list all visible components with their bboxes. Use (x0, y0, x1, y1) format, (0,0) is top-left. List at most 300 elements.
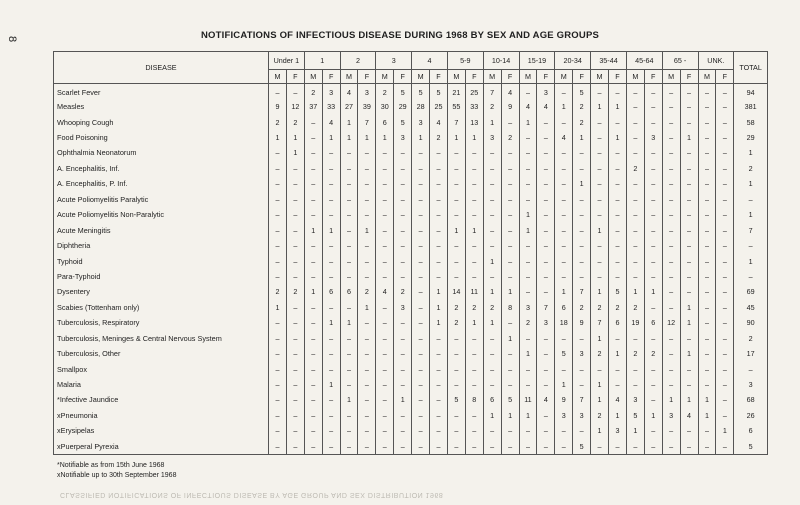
count-cell: – (680, 361, 698, 376)
count-cell: 8 (465, 392, 483, 407)
disease-name: Measles (54, 99, 269, 114)
table-row (54, 423, 768, 438)
count-cell: – (609, 439, 627, 454)
count-cell: – (501, 269, 519, 284)
count-cell: 1 (609, 99, 627, 114)
count-cell: – (537, 346, 555, 361)
total-cell: 2 (734, 331, 768, 346)
count-cell: – (644, 439, 662, 454)
count-cell: – (501, 253, 519, 268)
count-cell: – (340, 176, 358, 191)
count-cell: – (376, 346, 394, 361)
count-cell: – (573, 161, 591, 176)
count-cell: – (626, 192, 644, 207)
count-cell: 2 (483, 99, 501, 114)
count-cell: 1 (483, 284, 501, 299)
count-cell: – (698, 253, 716, 268)
count-cell: – (447, 176, 465, 191)
count-cell: 3 (573, 346, 591, 361)
count-cell: – (340, 377, 358, 392)
count-cell: – (519, 284, 537, 299)
count-cell: 2 (430, 130, 448, 145)
count-cell: – (269, 192, 287, 207)
count-cell: – (716, 346, 734, 361)
count-cell: – (716, 377, 734, 392)
total-cell: 45 (734, 300, 768, 315)
count-cell: – (394, 377, 412, 392)
count-cell: – (394, 331, 412, 346)
count-cell: – (716, 284, 734, 299)
sex-header: F (465, 70, 483, 84)
count-cell: – (269, 408, 287, 423)
count-cell: – (716, 99, 734, 114)
count-cell: – (519, 423, 537, 438)
count-cell: – (698, 161, 716, 176)
count-cell: – (465, 192, 483, 207)
count-cell: – (591, 207, 609, 222)
count-cell: – (465, 408, 483, 423)
count-cell: – (269, 423, 287, 438)
count-cell: 1 (680, 346, 698, 361)
count-cell: – (698, 222, 716, 237)
count-cell: – (447, 145, 465, 160)
count-cell: – (286, 377, 304, 392)
count-cell: – (269, 84, 287, 99)
count-cell: 2 (644, 346, 662, 361)
count-cell: – (447, 377, 465, 392)
age-group-header: 5-9 (447, 52, 483, 70)
count-cell: 5 (501, 392, 519, 407)
count-cell: – (322, 408, 340, 423)
total-cell: – (734, 192, 768, 207)
count-cell: 11 (465, 284, 483, 299)
count-cell: – (430, 269, 448, 284)
count-cell: – (716, 176, 734, 191)
table-row (54, 192, 768, 207)
count-cell: 2 (269, 284, 287, 299)
count-cell: – (269, 361, 287, 376)
count-cell: – (430, 377, 448, 392)
count-cell: – (644, 253, 662, 268)
count-cell: – (573, 145, 591, 160)
total-cell: 6 (734, 423, 768, 438)
count-cell: – (573, 222, 591, 237)
count-cell: – (286, 269, 304, 284)
count-cell: – (394, 222, 412, 237)
count-cell: – (340, 300, 358, 315)
count-cell: – (680, 439, 698, 454)
count-cell: 1 (591, 222, 609, 237)
count-cell: 1 (555, 377, 573, 392)
count-cell: – (555, 145, 573, 160)
count-cell: – (537, 408, 555, 423)
count-cell: – (644, 423, 662, 438)
count-cell: – (322, 192, 340, 207)
count-cell: – (609, 331, 627, 346)
count-cell: – (501, 145, 519, 160)
count-cell: – (286, 392, 304, 407)
count-cell: – (555, 161, 573, 176)
count-cell: – (412, 253, 430, 268)
count-cell: – (644, 238, 662, 253)
count-cell: 29 (394, 99, 412, 114)
count-cell: – (680, 331, 698, 346)
count-cell: – (698, 145, 716, 160)
count-cell: – (286, 331, 304, 346)
count-cell: 1 (465, 130, 483, 145)
disease-name: Food Poisoning (54, 130, 269, 145)
count-cell: – (269, 269, 287, 284)
count-cell: – (573, 253, 591, 268)
count-cell: – (519, 161, 537, 176)
count-cell: – (591, 145, 609, 160)
count-cell: – (483, 207, 501, 222)
count-cell: – (662, 130, 680, 145)
count-cell: – (483, 361, 501, 376)
count-cell: – (501, 439, 519, 454)
count-cell: – (304, 253, 322, 268)
count-cell: – (430, 361, 448, 376)
count-cell: – (358, 346, 376, 361)
count-cell: – (662, 377, 680, 392)
count-cell: 3 (519, 300, 537, 315)
count-cell: – (609, 238, 627, 253)
count-cell: – (501, 346, 519, 361)
count-cell: – (412, 176, 430, 191)
count-cell: – (340, 192, 358, 207)
count-cell: – (716, 361, 734, 376)
count-cell: 1 (609, 130, 627, 145)
count-cell: – (501, 207, 519, 222)
count-cell: – (644, 145, 662, 160)
table-row (54, 176, 768, 191)
count-cell: – (286, 207, 304, 222)
count-cell: – (430, 207, 448, 222)
count-cell: 12 (662, 315, 680, 330)
count-cell: – (626, 361, 644, 376)
age-group-header: 2 (340, 52, 376, 70)
count-cell: – (376, 377, 394, 392)
count-cell: – (662, 145, 680, 160)
count-cell: – (483, 269, 501, 284)
count-cell: – (555, 361, 573, 376)
count-cell: 4 (322, 114, 340, 129)
total-cell: – (734, 238, 768, 253)
count-cell: – (680, 161, 698, 176)
count-cell: – (322, 161, 340, 176)
count-cell: 2 (573, 114, 591, 129)
sex-header: F (644, 70, 662, 84)
count-cell: – (644, 84, 662, 99)
count-cell: – (447, 331, 465, 346)
count-cell: – (644, 361, 662, 376)
count-cell: – (322, 392, 340, 407)
count-cell: – (286, 346, 304, 361)
count-cell: 5 (430, 84, 448, 99)
count-cell: – (573, 207, 591, 222)
count-cell: – (716, 408, 734, 423)
count-cell: – (555, 114, 573, 129)
count-cell: 2 (626, 161, 644, 176)
count-cell: – (716, 192, 734, 207)
count-cell: – (698, 84, 716, 99)
count-cell: – (322, 300, 340, 315)
count-cell: – (698, 114, 716, 129)
count-cell: 7 (573, 392, 591, 407)
count-cell: 2 (376, 84, 394, 99)
count-cell: – (698, 439, 716, 454)
count-cell: – (537, 222, 555, 237)
table-row (54, 84, 768, 99)
count-cell: – (626, 84, 644, 99)
count-cell: – (501, 176, 519, 191)
count-cell: 4 (537, 99, 555, 114)
count-cell: – (447, 423, 465, 438)
count-cell: 21 (447, 84, 465, 99)
count-cell: 1 (519, 207, 537, 222)
count-cell: – (376, 331, 394, 346)
total-cell: 26 (734, 408, 768, 423)
count-cell: – (662, 114, 680, 129)
count-cell: – (447, 408, 465, 423)
count-cell: – (358, 176, 376, 191)
count-cell: 1 (269, 130, 287, 145)
count-cell: – (465, 331, 483, 346)
count-cell: – (483, 238, 501, 253)
count-cell: – (555, 207, 573, 222)
total-cell: 68 (734, 392, 768, 407)
table-row (54, 99, 768, 114)
count-cell: – (609, 361, 627, 376)
age-group-header: 3 (376, 52, 412, 70)
count-cell: 2 (573, 99, 591, 114)
count-cell: 1 (447, 130, 465, 145)
count-cell: 1 (501, 284, 519, 299)
count-cell: – (430, 408, 448, 423)
count-cell: 5 (626, 408, 644, 423)
count-cell: – (591, 176, 609, 191)
count-cell: – (662, 346, 680, 361)
page-title: NOTIFICATIONS OF INFECTIOUS DISEASE DURING 1968 BY SEX AND AGE GROUPS (200, 30, 600, 41)
count-cell: – (358, 439, 376, 454)
count-cell: – (537, 161, 555, 176)
count-cell: – (322, 207, 340, 222)
count-cell: 6 (322, 284, 340, 299)
count-cell: – (555, 423, 573, 438)
count-cell: – (501, 222, 519, 237)
count-cell: – (394, 315, 412, 330)
count-cell: – (716, 392, 734, 407)
count-cell: – (412, 423, 430, 438)
total-cell: 1 (734, 176, 768, 191)
count-cell: – (662, 331, 680, 346)
count-cell: – (501, 315, 519, 330)
count-cell: – (591, 361, 609, 376)
count-cell: – (716, 238, 734, 253)
count-cell: 3 (394, 130, 412, 145)
count-cell: – (591, 114, 609, 129)
count-cell: – (662, 238, 680, 253)
count-cell: – (555, 192, 573, 207)
count-cell: 1 (519, 114, 537, 129)
total-cell: 58 (734, 114, 768, 129)
count-cell: – (698, 423, 716, 438)
count-cell: – (555, 238, 573, 253)
count-cell: – (358, 423, 376, 438)
count-cell: – (483, 331, 501, 346)
count-cell: – (447, 269, 465, 284)
count-cell: 11 (519, 392, 537, 407)
sex-header: F (573, 70, 591, 84)
count-cell: 1 (591, 331, 609, 346)
count-cell: 2 (358, 284, 376, 299)
count-cell: – (537, 207, 555, 222)
count-cell: – (376, 238, 394, 253)
count-cell: – (519, 361, 537, 376)
table-row (54, 114, 768, 129)
sex-header: M (269, 70, 287, 84)
count-cell: – (340, 269, 358, 284)
count-cell: 1 (340, 315, 358, 330)
count-cell: – (662, 161, 680, 176)
sex-header: M (412, 70, 430, 84)
count-cell: 4 (501, 84, 519, 99)
count-cell: – (644, 207, 662, 222)
count-cell: – (376, 269, 394, 284)
count-cell: – (716, 315, 734, 330)
count-cell: – (716, 253, 734, 268)
count-cell: 1 (394, 392, 412, 407)
count-cell: 1 (555, 99, 573, 114)
count-cell: 6 (340, 284, 358, 299)
count-cell: – (483, 346, 501, 361)
count-cell: 1 (501, 331, 519, 346)
count-cell: 7 (358, 114, 376, 129)
count-cell: 2 (626, 300, 644, 315)
count-cell: – (483, 377, 501, 392)
count-cell: 18 (555, 315, 573, 330)
count-cell: 2 (304, 84, 322, 99)
count-cell: – (465, 161, 483, 176)
count-cell: – (698, 300, 716, 315)
count-cell: – (358, 207, 376, 222)
count-cell: 1 (358, 300, 376, 315)
count-cell: – (394, 238, 412, 253)
disease-name: A. Encephalitis, P. Inf. (54, 176, 269, 191)
count-cell: – (626, 222, 644, 237)
count-cell: 4 (609, 392, 627, 407)
count-cell: – (430, 392, 448, 407)
count-cell: – (573, 269, 591, 284)
count-cell: 1 (680, 130, 698, 145)
count-cell: 1 (322, 377, 340, 392)
disease-name: Ophthalmia Neonatorum (54, 145, 269, 160)
sex-header: M (662, 70, 680, 84)
sex-header: M (519, 70, 537, 84)
count-cell: 1 (519, 346, 537, 361)
count-cell: – (358, 392, 376, 407)
count-cell: 1 (698, 392, 716, 407)
count-cell: – (286, 408, 304, 423)
age-group-header: 20-34 (555, 52, 591, 70)
count-cell: – (322, 145, 340, 160)
count-cell: – (537, 253, 555, 268)
count-cell: 1 (430, 284, 448, 299)
count-cell: 1 (716, 423, 734, 438)
count-cell: – (716, 331, 734, 346)
total-column-header: TOTAL (734, 52, 768, 84)
count-cell: – (430, 176, 448, 191)
count-cell: – (626, 207, 644, 222)
count-cell: – (626, 331, 644, 346)
count-cell: – (412, 361, 430, 376)
disease-name: xErysipelas (54, 423, 269, 438)
count-cell: 3 (412, 114, 430, 129)
count-cell: – (537, 130, 555, 145)
count-cell: – (519, 145, 537, 160)
count-cell: – (591, 269, 609, 284)
count-cell: – (662, 84, 680, 99)
total-cell: 5 (734, 439, 768, 454)
count-cell: – (698, 207, 716, 222)
count-cell: – (609, 84, 627, 99)
count-cell: 27 (340, 99, 358, 114)
count-cell: – (286, 361, 304, 376)
count-cell: 1 (680, 300, 698, 315)
count-cell: – (394, 207, 412, 222)
count-cell: – (430, 192, 448, 207)
count-cell: 1 (430, 315, 448, 330)
count-cell: – (358, 253, 376, 268)
count-cell: – (680, 145, 698, 160)
count-cell: – (286, 423, 304, 438)
count-cell: – (609, 161, 627, 176)
count-cell: 1 (269, 300, 287, 315)
count-cell: 5 (394, 84, 412, 99)
count-cell: – (322, 423, 340, 438)
count-cell: – (304, 392, 322, 407)
count-cell: – (680, 99, 698, 114)
count-cell: – (680, 269, 698, 284)
count-cell: 1 (680, 392, 698, 407)
count-cell: – (286, 192, 304, 207)
count-cell: – (626, 377, 644, 392)
count-cell: – (340, 346, 358, 361)
table-row (54, 161, 768, 176)
count-cell: – (340, 207, 358, 222)
count-cell: – (376, 207, 394, 222)
count-cell: – (394, 346, 412, 361)
count-cell: – (304, 300, 322, 315)
disease-column-header: DISEASE (54, 52, 269, 84)
count-cell: – (501, 114, 519, 129)
count-cell: – (573, 238, 591, 253)
page-number: 8 (6, 36, 18, 43)
count-cell: 1 (376, 130, 394, 145)
count-cell: – (394, 176, 412, 191)
count-cell: – (340, 331, 358, 346)
count-cell: – (358, 331, 376, 346)
count-cell: 37 (304, 99, 322, 114)
count-cell: – (465, 145, 483, 160)
sex-header: F (680, 70, 698, 84)
count-cell: 8 (501, 300, 519, 315)
count-cell: 1 (591, 392, 609, 407)
table-row (54, 145, 768, 160)
count-cell: – (537, 423, 555, 438)
count-cell: – (680, 222, 698, 237)
total-cell: – (734, 361, 768, 376)
